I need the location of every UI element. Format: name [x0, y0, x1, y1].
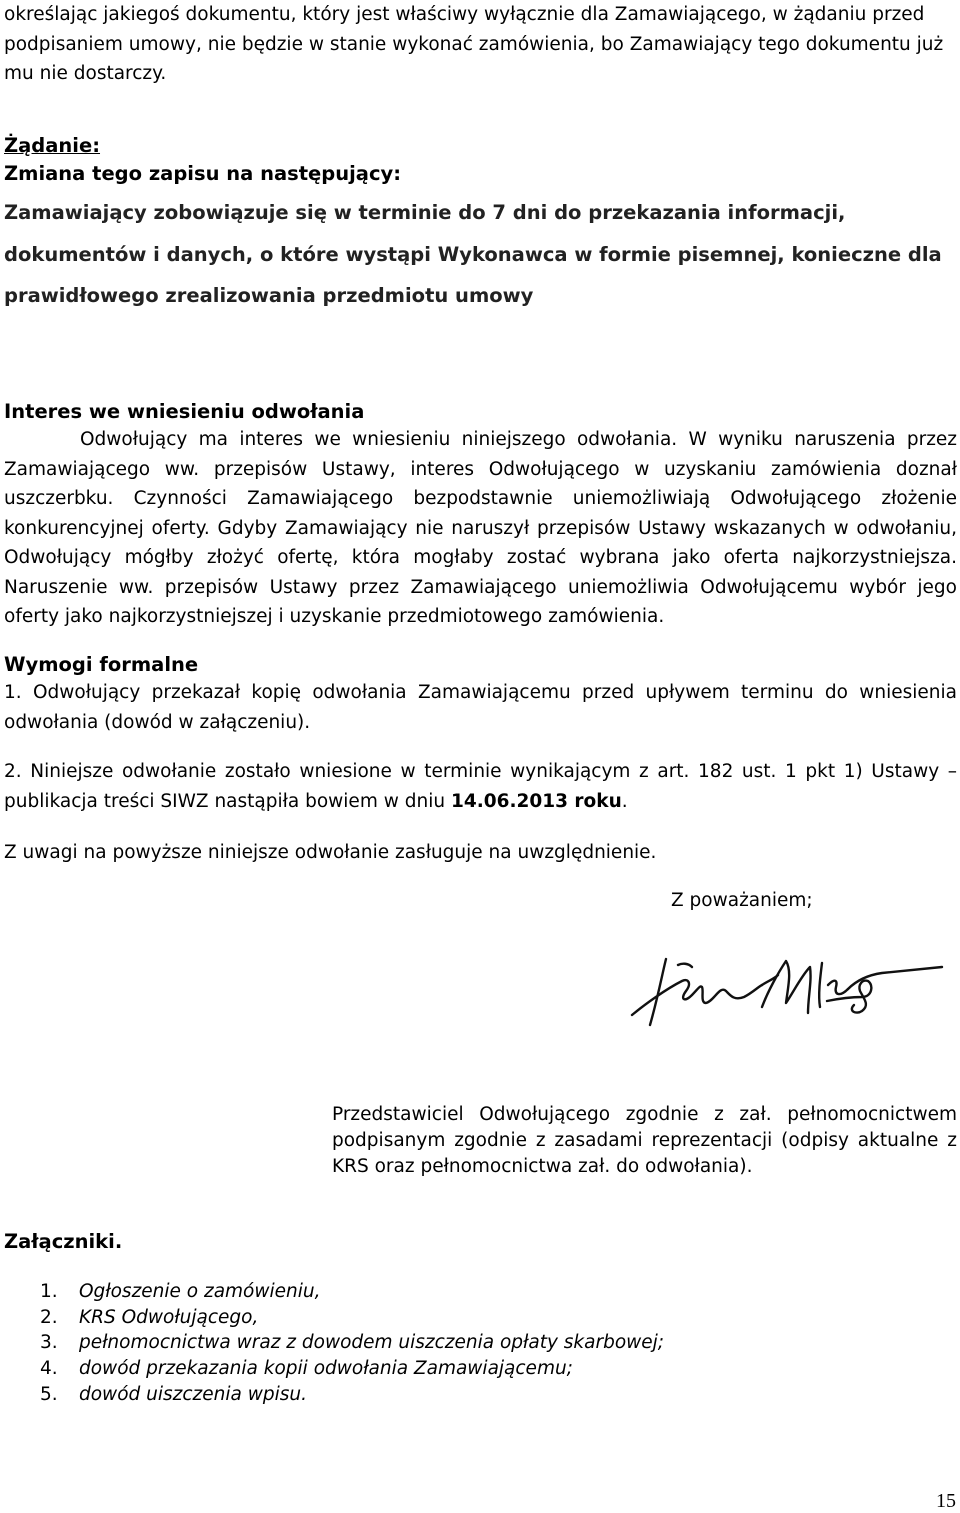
- formal-heading: Wymogi formalne: [4, 653, 199, 676]
- intro-line: mu nie dostarczy.: [4, 63, 167, 84]
- page-number: 15: [936, 1490, 956, 1512]
- intro-line: określając jakiegoś dokumentu, który jest właściwy wyłącznie dla Zamawiającego, w żądaniu przed: [4, 4, 925, 25]
- formal-item-1: 1. Odwołujący przekazał kopię odwołania Zamawiającemu przed upływem terminu do wniesienia odwołania (dowód w załączeniu).: [4, 682, 957, 733]
- list-item: 1. Ogłoszenie o zamówieniu,: [40, 1281, 321, 1302]
- list-item: 5. dowód uiszczenia wpisu.: [40, 1383, 307, 1405]
- closing-salutation: Z poważaniem;: [671, 890, 813, 911]
- interest-paragraph: Odwołujący ma interes we wniesieniu niniejszego odwołania. W wyniku naruszenia przez Zamawiającego ww. przepisów Ustawy, interes Odwołującego w uzyskaniu zamówienia doznał uszczerbku. Czynności Zamawiającego bezpodstawnie uniemożliwiają Odwołującego złożenie konkurencyjnej oferty. Gdyby Zamawiający nie naruszył przepisów Ustawy wskazanych w odwołaniu, Odwołujący mógłby złożyć ofertę, która mogłaby zostać wybrana jako oferta najkorzystniejsza. Naruszenie ww. przepisów Ustawy przez Zamawiającego uniemożliwia Odwołującemu wybór jego oferty jako najkorzystniejszej i uzyskanie przedmiotowego zamówienia.: [4, 429, 957, 627]
- interest-heading: Interes we wniesieniu odwołania: [4, 400, 365, 423]
- representative-note: Przedstawiciel Odwołującego zgodnie z zał. pełnomocnictwem podpisanym zgodnie z zasadami reprezentacji (odpisy aktualne z KRS oraz pełnomocnictwa zał. do odwołania).: [332, 1104, 957, 1177]
- intro-line: podpisaniem umowy, nie będzie w stanie wykonać zamówienia, bo Zamawiający tego dokumentu już: [4, 33, 944, 55]
- demand-intro: Zmiana tego zapisu na następujący:: [4, 162, 402, 185]
- attachments-heading: Załączniki.: [4, 1230, 123, 1253]
- formal-item-2: 2. Niniejsze odwołanie zostało wniesione w terminie wynikającym z art. 182 ust. 1 pkt 1) Ustawy – publikacja treści SIWZ nastąpiła bowiem w dniu 14.06.2013 roku.: [4, 761, 957, 812]
- list-item: 3. pełnomocnictwa wraz z dowodem uiszczenia opłaty skarbowej;: [40, 1332, 665, 1354]
- publication-date: 14.06.2013 roku: [450, 790, 622, 812]
- demand-text: Zamawiający zobowiązuje się w terminie do 7 dni do przekazania informacji, dokumentów i danych, o które wystąpi Wykonawca w formie pisemnej, konieczne dla prawidłowego zrealizowania przedmiotu umowy: [4, 201, 942, 307]
- formal-item-2-text: 2. Niniejsze odwołanie zostało wniesione w terminie wynikającym z art. 182 ust. 1 pkt 1) Ustawy – publikacja treści SIWZ nastąpiła bowiem w dniu: [4, 761, 957, 812]
- intro-paragraph: [4, 0, 958, 89]
- demand-label: Żądanie:: [4, 134, 101, 157]
- list-item: 4. dowód przekazania kopii odwołania Zamawiającemu;: [40, 1358, 573, 1380]
- conclusion: Z uwagi na powyższe niniejsze odwołanie zasługuje na uwzględnienie.: [4, 842, 657, 863]
- list-item: 2. KRS Odwołującego,: [40, 1306, 259, 1328]
- attachments-list: [40, 1279, 740, 1408]
- signature: [622, 945, 957, 1035]
